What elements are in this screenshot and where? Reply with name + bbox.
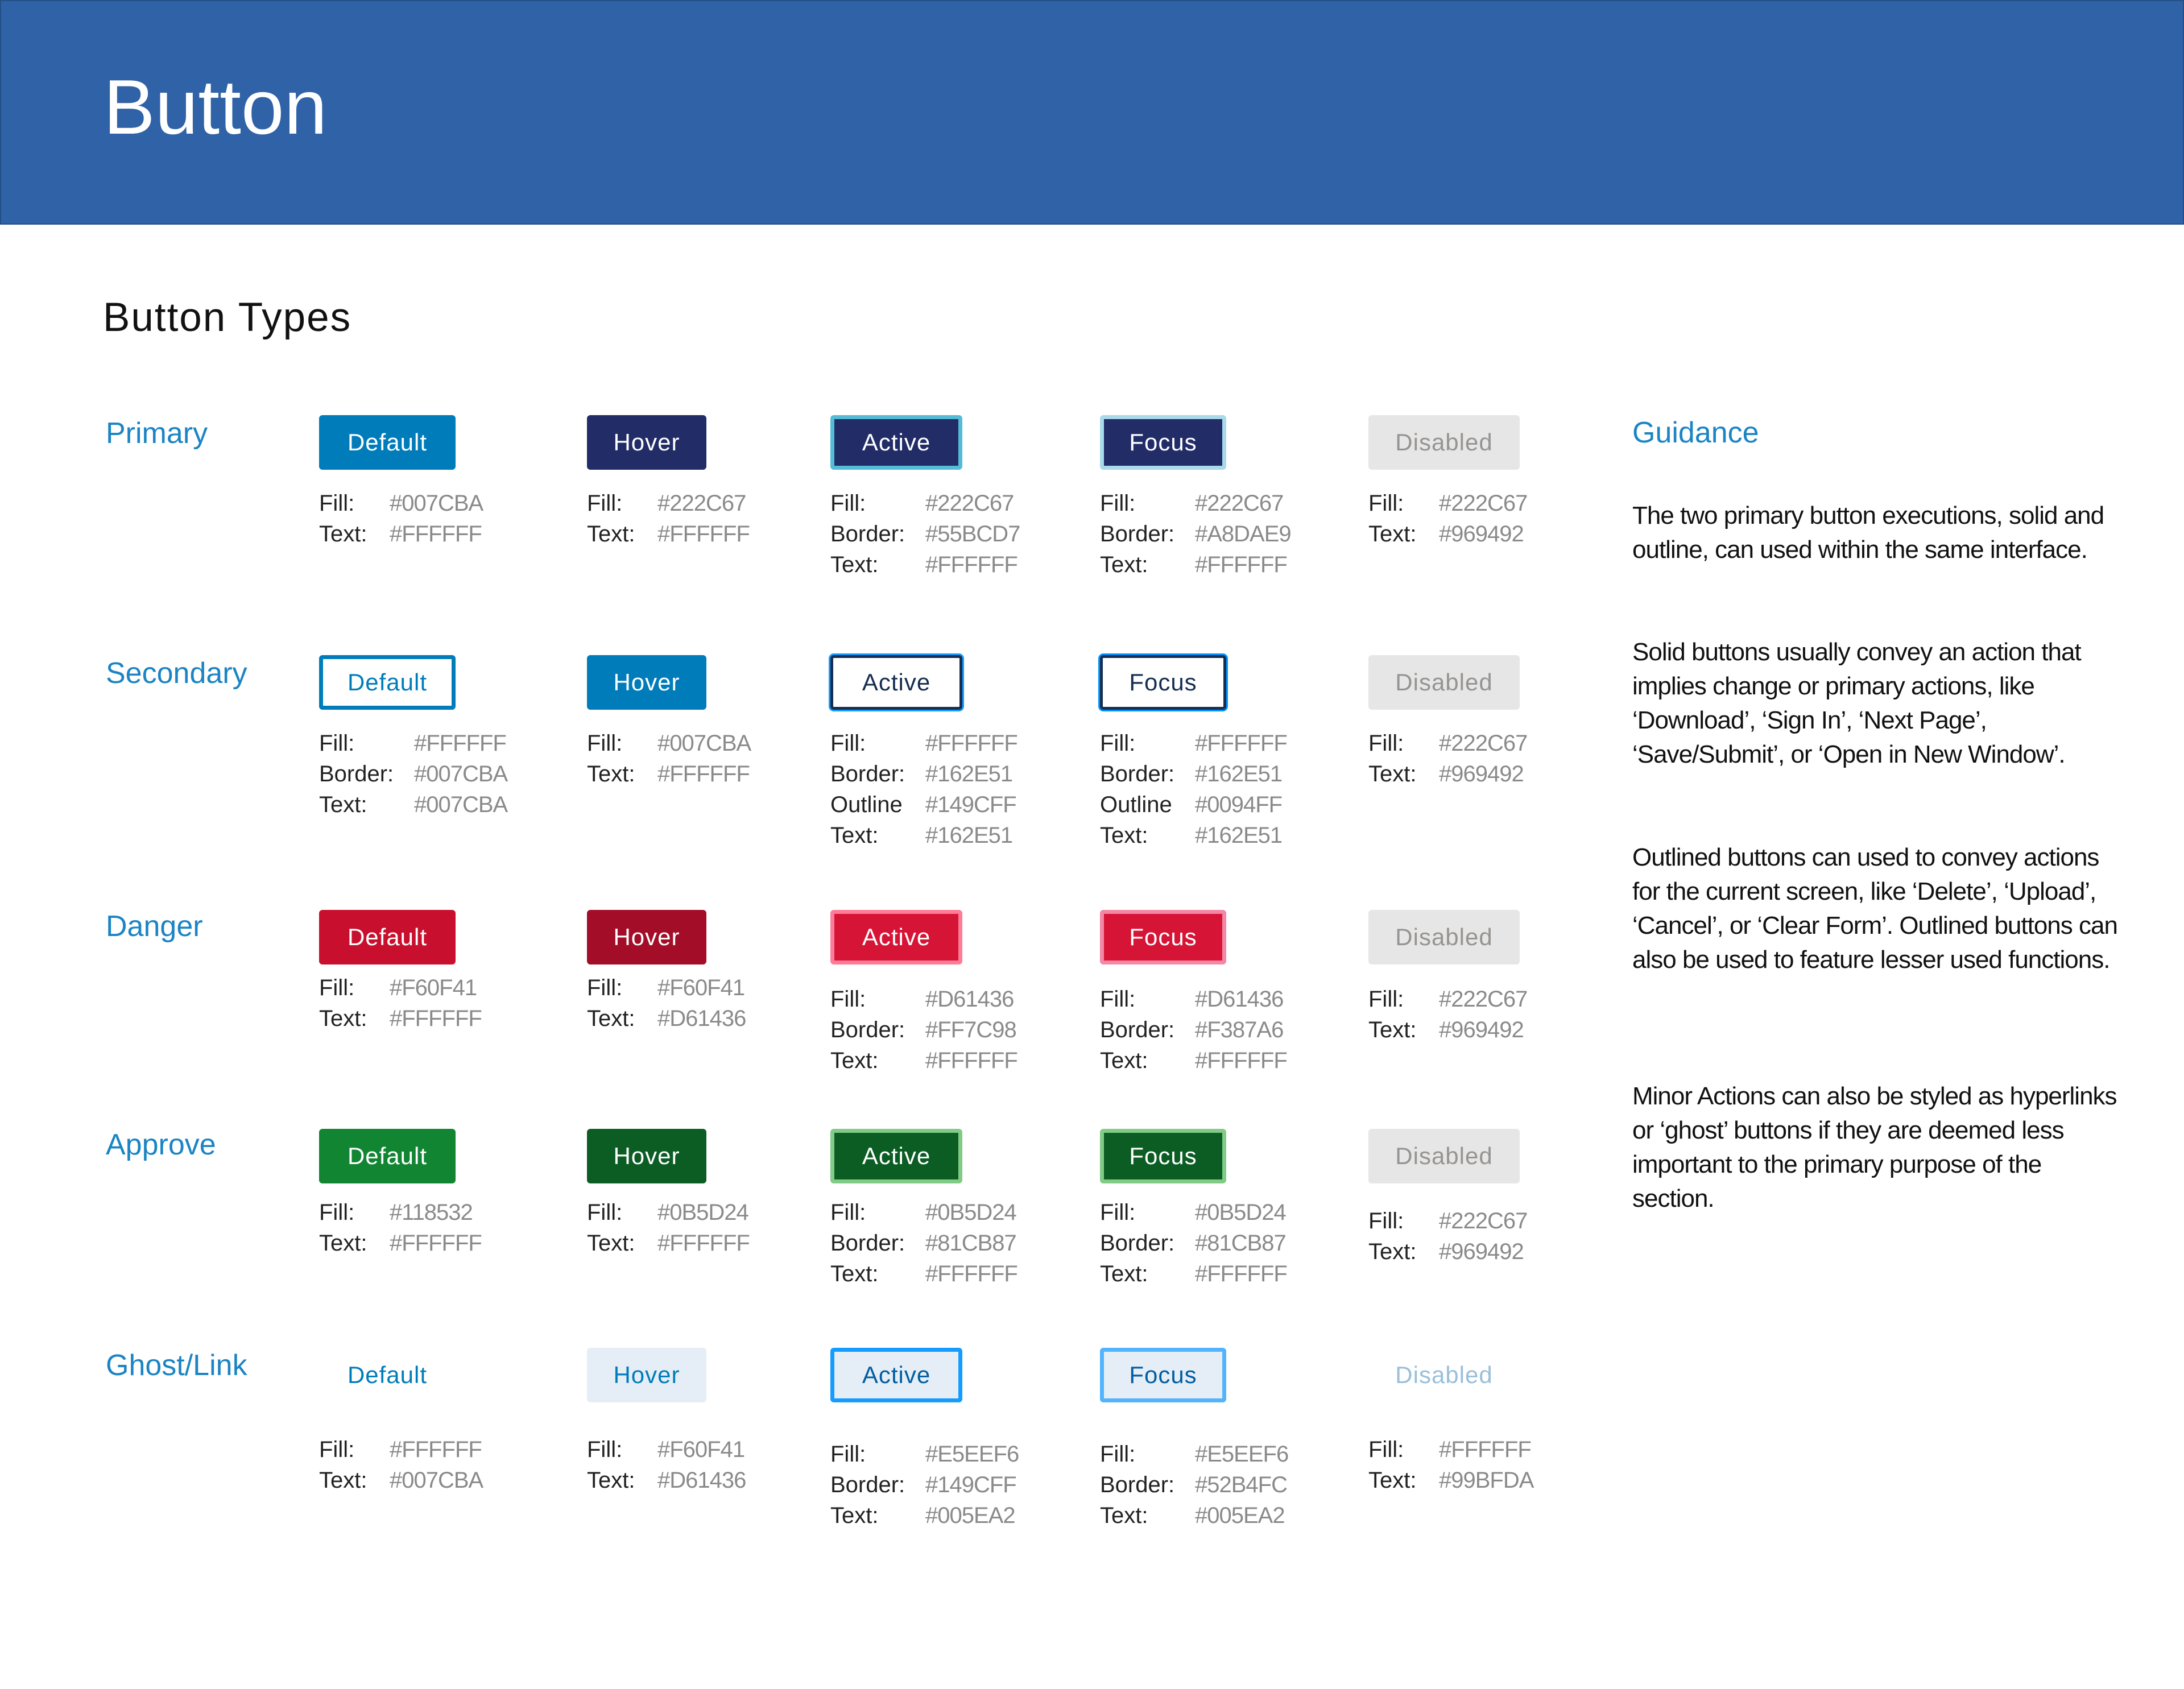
ghost-link-default-specs xyxy=(319,1434,483,1496)
spec-key: Border: xyxy=(1100,1472,1175,1497)
spec-value: #149CFF xyxy=(925,1472,1016,1497)
spec-row xyxy=(587,1465,746,1496)
spec-row xyxy=(830,1197,1017,1228)
spec-value: #FFFFFF xyxy=(925,1261,1017,1286)
spec-value: #005EA2 xyxy=(925,1503,1015,1528)
spec-row xyxy=(1368,1434,1533,1465)
primary-focus-button[interactable]: Focus xyxy=(1100,415,1226,470)
spec-key: Fill: xyxy=(1100,1200,1136,1225)
spec-row xyxy=(1100,789,1287,820)
spec-row xyxy=(587,488,750,519)
spec-value: #FFFFFF xyxy=(1195,731,1287,756)
primary-active-button[interactable]: Active xyxy=(830,415,962,470)
spec-key: Fill: xyxy=(319,491,355,516)
spec-key: Fill: xyxy=(830,987,866,1012)
row-label-secondary: Secondary xyxy=(106,657,247,690)
spec-key: Text: xyxy=(1368,761,1417,786)
spec-key: Text: xyxy=(587,1231,635,1256)
spec-value: #F60F41 xyxy=(390,975,477,1000)
spec-key: Text: xyxy=(319,1006,367,1031)
ghost-link-disabled-specs xyxy=(1368,1434,1533,1496)
spec-key: Fill: xyxy=(830,491,866,516)
spec-value: #969492 xyxy=(1439,521,1524,547)
page-header xyxy=(0,0,2184,225)
primary-default-button[interactable]: Default xyxy=(319,415,456,470)
spec-key: Border: xyxy=(830,1017,905,1042)
spec-key: Text: xyxy=(830,1503,879,1528)
spec-value: #E5EEF6 xyxy=(925,1442,1019,1467)
approve-disabled-button[interactable]: Disabled xyxy=(1368,1129,1520,1183)
approve-default-button[interactable]: Default xyxy=(319,1129,456,1183)
spec-row xyxy=(1368,1236,1527,1267)
spec-value: #FFFFFF xyxy=(390,1006,482,1031)
spec-row xyxy=(319,1003,482,1034)
spec-value: #FFFFFF xyxy=(390,521,482,547)
spec-key: Border: xyxy=(1100,521,1175,547)
secondary-active-specs xyxy=(830,728,1017,851)
spec-key: Text: xyxy=(319,792,367,817)
spec-row xyxy=(1100,1469,1288,1500)
spec-row xyxy=(1100,1259,1287,1289)
spec-key: Fill: xyxy=(830,1442,866,1467)
spec-row xyxy=(587,1197,750,1228)
danger-disabled-specs xyxy=(1368,984,1527,1045)
guidance-paragraph: Minor Actions can also be styled as hyperlinks or ‘ghost’ buttons if they are deemed less important to the primary purpose of the section. xyxy=(1632,1082,2117,1212)
spec-value: #007CBA xyxy=(414,761,508,786)
spec-row xyxy=(319,1465,483,1496)
spec-row xyxy=(319,728,507,759)
spec-row xyxy=(1368,519,1527,549)
spec-key: Text: xyxy=(587,1006,635,1031)
spec-key: Text: xyxy=(319,521,367,547)
row-label-ghost-link: Ghost/Link xyxy=(106,1349,247,1382)
spec-value: #FFFFFF xyxy=(1439,1437,1531,1462)
spec-key: Text: xyxy=(587,521,635,547)
secondary-focus-button[interactable]: Focus xyxy=(1100,655,1226,710)
primary-hover-specs xyxy=(587,488,750,549)
spec-row xyxy=(830,1045,1017,1076)
spec-row xyxy=(830,1015,1017,1045)
spec-key: Text: xyxy=(1368,1468,1417,1493)
row-label-approve: Approve xyxy=(106,1128,216,1161)
approve-hover-specs xyxy=(587,1197,750,1259)
ghost-link-disabled-button[interactable]: Disabled xyxy=(1368,1348,1520,1402)
secondary-focus-specs xyxy=(1100,728,1287,851)
spec-key: Text: xyxy=(1100,1048,1148,1073)
spec-value: #55BCD7 xyxy=(925,521,1020,547)
spec-value: #969492 xyxy=(1439,1017,1524,1042)
guidance-paragraph: Solid buttons usually convey an action that implies change or primary actions, like ‘Download’, ‘Sign In’, ‘Next Page’, ‘Save/Submit’, or ‘Open in New Window’. xyxy=(1632,638,2081,768)
spec-value: #FFFFFF xyxy=(925,731,1017,756)
spec-key: Text: xyxy=(830,1048,879,1073)
spec-value: #E5EEF6 xyxy=(1195,1442,1289,1467)
spec-value: #FFFFFF xyxy=(1195,552,1287,577)
spec-value: #162E51 xyxy=(1195,761,1283,786)
ghost-link-default-button[interactable]: Default xyxy=(319,1348,456,1402)
spec-value: #222C67 xyxy=(925,491,1014,516)
spec-key: Fill: xyxy=(587,1437,623,1462)
guidance-paragraph: Outlined buttons can used to convey actions for the current screen, like ‘Delete’, ‘Upload’, ‘Cancel’, or ‘Clear Form’. Outlined buttons can also be used to feature lesser used functions. xyxy=(1632,843,2117,974)
spec-value: #0B5D24 xyxy=(1195,1200,1286,1225)
primary-hover-button[interactable]: Hover xyxy=(587,415,706,470)
spec-key: Text: xyxy=(319,1231,367,1256)
spec-row xyxy=(319,519,483,549)
spec-key: Border: xyxy=(1100,1017,1175,1042)
spec-row xyxy=(830,1228,1017,1259)
row-label-primary: Primary xyxy=(106,417,208,450)
danger-hover-button[interactable]: Hover xyxy=(587,910,706,964)
spec-value: #99BFDA xyxy=(1439,1468,1534,1493)
spec-key: Fill: xyxy=(830,731,866,756)
spec-value: #969492 xyxy=(1439,1239,1524,1264)
danger-active-button[interactable]: Active xyxy=(830,910,962,964)
spec-value: #222C67 xyxy=(1439,987,1528,1012)
spec-key: Fill: xyxy=(1368,1437,1404,1462)
spec-row xyxy=(830,789,1017,820)
primary-active-specs xyxy=(830,488,1020,580)
spec-row xyxy=(319,1197,482,1228)
spec-value: #52B4FC xyxy=(1195,1472,1287,1497)
spec-value: #F60F41 xyxy=(657,975,745,1000)
primary-disabled-button[interactable]: Disabled xyxy=(1368,415,1520,470)
spec-row xyxy=(587,1434,746,1465)
spec-value: #FF7C98 xyxy=(925,1017,1016,1042)
spec-key: Fill: xyxy=(319,1200,355,1225)
spec-key: Fill: xyxy=(587,975,623,1000)
spec-row xyxy=(1100,549,1291,580)
spec-key: Outline xyxy=(1100,792,1172,817)
danger-hover-specs xyxy=(587,972,746,1034)
approve-disabled-specs xyxy=(1368,1206,1527,1267)
spec-value: #162E51 xyxy=(925,823,1013,848)
ghost-link-hover-specs xyxy=(587,1434,746,1496)
spec-row xyxy=(319,972,482,1003)
spec-row xyxy=(830,488,1020,519)
spec-key: Fill: xyxy=(587,731,623,756)
spec-row xyxy=(830,820,1017,851)
spec-row xyxy=(587,1228,750,1259)
ghost-link-active-button[interactable]: Active xyxy=(830,1348,962,1402)
spec-value: #222C67 xyxy=(1439,491,1528,516)
spec-value: #005EA2 xyxy=(1195,1503,1285,1528)
spec-row xyxy=(1100,1228,1287,1259)
approve-default-specs xyxy=(319,1197,482,1259)
secondary-hover-specs xyxy=(587,728,751,789)
spec-row xyxy=(587,728,751,759)
guidance-title: Guidance xyxy=(1632,416,1759,449)
spec-value: #FFFFFF xyxy=(1195,1261,1287,1286)
danger-default-button[interactable]: Default xyxy=(319,910,456,964)
spec-key: Fill: xyxy=(1368,731,1404,756)
approve-hover-button[interactable]: Hover xyxy=(587,1129,706,1183)
spec-row xyxy=(830,984,1017,1015)
spec-key: Fill: xyxy=(319,731,355,756)
spec-key: Text: xyxy=(587,761,635,786)
spec-value: #FFFFFF xyxy=(390,1437,482,1462)
spec-row xyxy=(319,1228,482,1259)
spec-row xyxy=(1100,488,1291,519)
spec-key: Fill: xyxy=(319,975,355,1000)
secondary-disabled-specs xyxy=(1368,728,1527,789)
spec-value: #D61436 xyxy=(657,1468,746,1493)
spec-row xyxy=(830,728,1017,759)
spec-key: Fill: xyxy=(319,1437,355,1462)
spec-row xyxy=(1100,759,1287,789)
spec-key: Fill: xyxy=(587,1200,623,1225)
primary-default-specs xyxy=(319,488,483,549)
approve-active-specs xyxy=(830,1197,1017,1289)
spec-value: #FFFFFF xyxy=(657,521,750,547)
spec-row xyxy=(319,789,507,820)
spec-row xyxy=(1368,1206,1527,1236)
spec-key: Fill: xyxy=(1100,731,1136,756)
danger-disabled-button[interactable]: Disabled xyxy=(1368,910,1520,964)
spec-row xyxy=(319,759,507,789)
ghost-link-hover-button[interactable]: Hover xyxy=(587,1348,706,1402)
spec-key: Text: xyxy=(830,552,879,577)
section-title: Button Types xyxy=(103,295,352,340)
secondary-active-button[interactable]: Active xyxy=(830,655,962,710)
spec-row xyxy=(1368,488,1527,519)
spec-key: Text: xyxy=(1100,823,1148,848)
spec-value: #222C67 xyxy=(657,491,746,516)
spec-key: Fill: xyxy=(1368,987,1404,1012)
spec-value: #007CBA xyxy=(390,1468,483,1493)
spec-value: #FFFFFF xyxy=(1195,1048,1287,1073)
spec-row xyxy=(1100,728,1287,759)
approve-active-button[interactable]: Active xyxy=(830,1129,962,1183)
spec-row xyxy=(1100,519,1291,549)
spec-value: #0094FF xyxy=(1195,792,1283,817)
spec-key: Text: xyxy=(1100,1261,1148,1286)
spec-key: Fill: xyxy=(587,491,623,516)
spec-value: #0B5D24 xyxy=(925,1200,1016,1225)
spec-value: #007CBA xyxy=(414,792,508,817)
spec-value: #81CB87 xyxy=(925,1231,1016,1256)
spec-row xyxy=(1368,984,1527,1015)
ghost-link-active-specs xyxy=(830,1439,1019,1531)
ghost-link-focus-button[interactable]: Focus xyxy=(1100,1348,1226,1402)
spec-row xyxy=(1368,1015,1527,1045)
spec-value: #FFFFFF xyxy=(925,552,1017,577)
spec-key: Text: xyxy=(1368,1239,1417,1264)
spec-row xyxy=(830,1259,1017,1289)
spec-row xyxy=(830,759,1017,789)
spec-key: Border: xyxy=(830,521,905,547)
spec-key: Border: xyxy=(319,761,394,786)
spec-value: #162E51 xyxy=(925,761,1013,786)
spec-value: #007CBA xyxy=(390,491,483,516)
spec-value: #FFFFFF xyxy=(657,761,750,786)
spec-value: #A8DAE9 xyxy=(1195,521,1291,547)
spec-row xyxy=(1100,1439,1288,1469)
secondary-default-button[interactable]: Default xyxy=(319,655,456,710)
spec-value: #F387A6 xyxy=(1195,1017,1284,1042)
spec-key: Text: xyxy=(1368,1017,1417,1042)
spec-value: #222C67 xyxy=(1439,1208,1528,1233)
row-label-danger: Danger xyxy=(106,910,203,943)
spec-row xyxy=(1368,728,1527,759)
spec-key: Text: xyxy=(1100,552,1148,577)
spec-row xyxy=(1368,759,1527,789)
spec-key: Fill: xyxy=(830,1200,866,1225)
danger-focus-specs xyxy=(1100,984,1287,1076)
spec-row xyxy=(1100,984,1287,1015)
spec-value: #FFFFFF xyxy=(390,1231,482,1256)
spec-row xyxy=(830,1469,1019,1500)
spec-value: #222C67 xyxy=(1439,731,1528,756)
approve-focus-specs xyxy=(1100,1197,1287,1289)
spec-value: #162E51 xyxy=(1195,823,1283,848)
spec-row xyxy=(1100,1045,1287,1076)
danger-default-specs xyxy=(319,972,482,1034)
spec-key: Text: xyxy=(319,1468,367,1493)
spec-row xyxy=(587,519,750,549)
spec-row xyxy=(587,972,746,1003)
danger-active-specs xyxy=(830,984,1017,1076)
spec-row xyxy=(830,519,1020,549)
secondary-default-specs xyxy=(319,728,507,820)
spec-key: Fill: xyxy=(1100,987,1136,1012)
spec-value: #D61436 xyxy=(925,987,1014,1012)
spec-row xyxy=(1368,1465,1533,1496)
spec-key: Border: xyxy=(1100,1231,1175,1256)
spec-key: Text: xyxy=(1100,1503,1148,1528)
spec-row xyxy=(830,1439,1019,1469)
spec-key: Outline xyxy=(830,792,903,817)
secondary-disabled-button[interactable]: Disabled xyxy=(1368,655,1520,710)
spec-row xyxy=(1100,1015,1287,1045)
spec-value: #F60F41 xyxy=(657,1437,745,1462)
spec-row xyxy=(587,1003,746,1034)
spec-value: #007CBA xyxy=(657,731,751,756)
spec-key: Border: xyxy=(1100,761,1175,786)
spec-row xyxy=(1100,1197,1287,1228)
guidance-paragraph: The two primary button executions, solid and outline, can used within the same interface. xyxy=(1632,502,2104,564)
spec-key: Fill: xyxy=(1100,1442,1136,1467)
spec-row xyxy=(1100,820,1287,851)
spec-value: #FFFFFF xyxy=(414,731,506,756)
spec-row xyxy=(319,1434,483,1465)
spec-row xyxy=(830,549,1020,580)
spec-row xyxy=(1100,1500,1288,1531)
spec-value: #D61436 xyxy=(657,1006,746,1031)
spec-key: Border: xyxy=(830,761,905,786)
spec-value: #81CB87 xyxy=(1195,1231,1286,1256)
spec-key: Text: xyxy=(587,1468,635,1493)
spec-key: Border: xyxy=(830,1231,905,1256)
spec-key: Text: xyxy=(830,823,879,848)
spec-value: #969492 xyxy=(1439,761,1524,786)
spec-value: #118532 xyxy=(390,1200,473,1225)
spec-value: #FFFFFF xyxy=(925,1048,1017,1073)
spec-row xyxy=(587,759,751,789)
spec-value: #0B5D24 xyxy=(657,1200,748,1225)
primary-disabled-specs xyxy=(1368,488,1527,549)
spec-key: Fill: xyxy=(1100,491,1136,516)
spec-key: Fill: xyxy=(1368,491,1404,516)
page-title: Button xyxy=(104,64,328,150)
spec-key: Border: xyxy=(830,1472,905,1497)
primary-focus-specs xyxy=(1100,488,1291,580)
secondary-hover-button[interactable]: Hover xyxy=(587,655,706,710)
spec-row xyxy=(830,1500,1019,1531)
spec-value: #FFFFFF xyxy=(657,1231,750,1256)
spec-value: #222C67 xyxy=(1195,491,1284,516)
approve-focus-button[interactable]: Focus xyxy=(1100,1129,1226,1183)
danger-focus-button[interactable]: Focus xyxy=(1100,910,1226,964)
spec-key: Fill: xyxy=(1368,1208,1404,1233)
spec-key: Text: xyxy=(830,1261,879,1286)
spec-row xyxy=(319,488,483,519)
spec-value: #149CFF xyxy=(925,792,1016,817)
spec-value: #D61436 xyxy=(1195,987,1284,1012)
ghost-link-focus-specs xyxy=(1100,1439,1288,1531)
spec-key: Text: xyxy=(1368,521,1417,547)
